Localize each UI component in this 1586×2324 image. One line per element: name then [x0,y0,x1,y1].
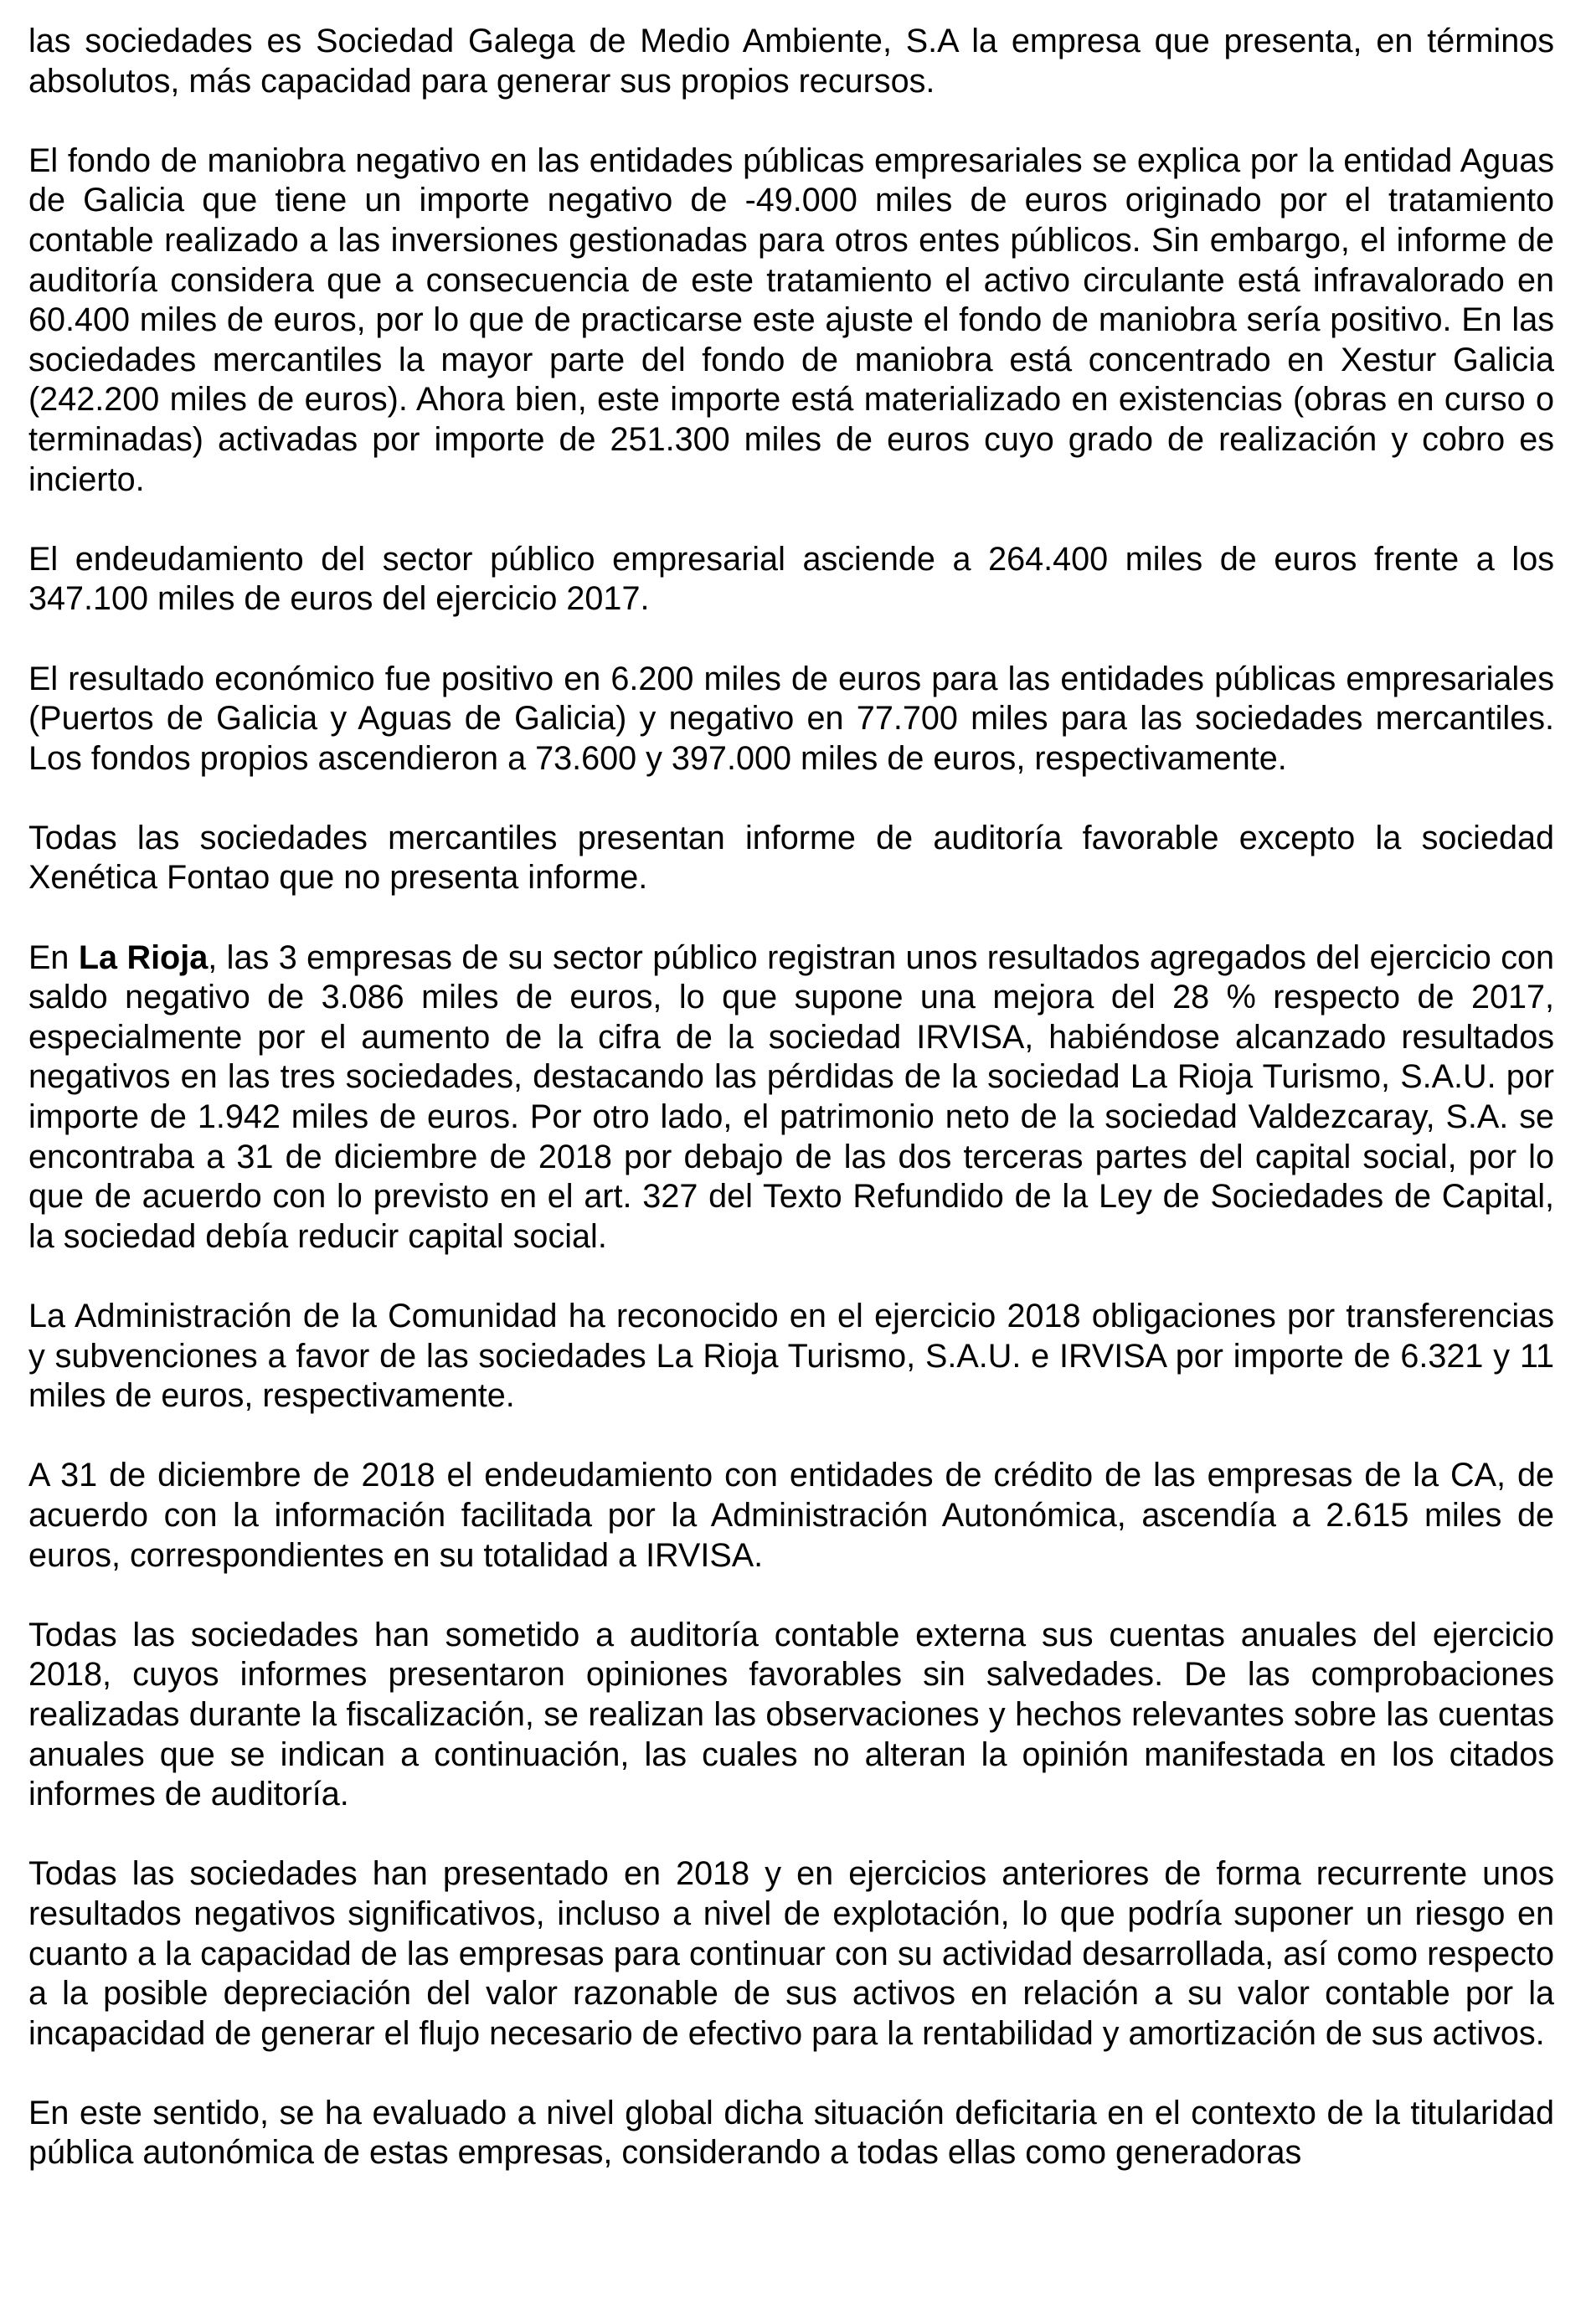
paragraph-transfers [28,1297,1554,1417]
document-page [28,22,1554,2173]
paragraph-text: Todas las sociedades mercantiles presentan informe de auditoría favorable excepto la sociedad Xenética Fontao que no presenta informe. [28,819,1554,897]
paragraph-global-evaluation [28,2094,1554,2173]
paragraph-external-audit [28,1616,1554,1815]
paragraph-text: A 31 de diciembre de 2018 el endeudamiento con entidades de crédito de las empresas de la CA, de acuerdo con la información facilitada por la Administración Autonómica, ascendía a 2.615 miles de euros, correspondientes en su totalidad a IRVISA. [28,1457,1554,1574]
paragraph-audit-galicia [28,819,1554,898]
paragraph-text: El resultado económico fue positivo en 6.200 miles de euros para las entidades públicas empresariales (Puertos de Galicia y Aguas de Galicia) y negativo en 77.700 miles para las sociedades mercantiles. Los fondos propios ascendieron a 73.600 y 397.000 miles de euros, respectivamente. [28,660,1554,777]
paragraph-working-capital [28,141,1554,500]
paragraph-debt-galicia [28,540,1554,620]
paragraph-negative-results [28,1854,1554,2054]
paragraph-lead-text: En [28,938,79,976]
paragraph-text: Todas las sociedades han presentado en 2018 y en ejercicios anteriores de forma recurrente unos resultados negativos significativos, incluso a nivel de explotación, lo que podría suponer un riesgo en cuanto a la capacidad de las empresas para continuar con su actividad desarrollada, así como respecto a la posible depreciación del valor razonable de sus activos en relación a su valor contable por la incapacidad de generar el flujo necesario de efectivo para la rentabilidad y amortización de sus activos. [28,1855,1554,2052]
paragraph-economic-result [28,660,1554,779]
paragraph-text: El endeudamiento del sector público empresarial asciende a 264.400 miles de euros frente a los 347.100 miles de euros del ejercicio 2017. [28,540,1554,618]
paragraph-la-rioja-results [28,938,1554,1257]
paragraph-text: Todas las sociedades han sometido a auditoría contable externa sus cuentas anuales del ejercicio 2018, cuyos informes presentaron opiniones favorables sin salvedades. De las comprobaciones realizadas durante la fiscalización, se realizan las observaciones y hechos relevantes sobre las cuentas anuales que se indican a continuación, las cuales no alteran la opinión manifestada en los citados informes de auditoría. [28,1616,1554,1813]
paragraph-debt-la-rioja [28,1456,1554,1576]
paragraph-galicia-resources [28,22,1554,101]
paragraph-text: El fondo de maniobra negativo en las entidades públicas empresariales se explica por la entidad Aguas de Galicia que tiene un importe negativo de -49.000 miles de euros originado por el tratamiento contable realizado a las inversiones gestionadas para otros entes públicos. Sin embargo, el informe de auditoría considera que a consecuencia de este tratamiento el activo circulante está infravalorado en 60.400 miles de euros, por lo que de practicarse este ajuste el fondo de maniobra sería positivo. En las sociedades mercantiles la mayor parte del fondo de maniobra está concentrado en Xestur Galicia (242.200 miles de euros). Ahora bien, este importe está materializado en existencias (obras en curso o terminadas) activadas por importe de 251.300 miles de euros cuyo grado de realización y cobro es incierto. [28,141,1554,498]
paragraph-text: las sociedades es Sociedad Galega de Medio Ambiente, S.A la empresa que presenta, en términos absolutos, más capacidad para generar sus propios recursos. [28,23,1554,100]
paragraph-text: En este sentido, se ha evaluado a nivel global dicha situación deficitaria en el contexto de la titularidad pública autonómica de estas empresas, considerando a todas ellas como generadoras [28,2094,1554,2172]
paragraph-text: La Administración de la Comunidad ha reconocido en el ejercicio 2018 obligaciones por transferencias y subvenciones a favor de las sociedades La Rioja Turismo, S.A.U. e IRVISA por importe de 6.321 y 11 miles de euros, respectivamente. [28,1298,1554,1415]
region-name-la-rioja: La Rioja [78,938,209,976]
paragraph-text: , las 3 empresas de su sector público registran unos resultados agregados del ejercicio con saldo negativo de 3.086 miles de euros, lo que supone una mejora del 28 % respecto de 2017, especialmente por el aumento de la cifra de la sociedad IRVISA, habiéndose alcanzado resultados negativos en las tres sociedades, destacando las pérdidas de la sociedad La Rioja Turismo, S.A.U. por importe de 1.942 miles de euros. Por otro lado, el patrimonio neto de la sociedad Valdezcaray, S.A. se encontraba a 31 de diciembre de 2018 por debajo de las dos terceras partes del capital social, por lo que de acuerdo con lo previsto en el art. 327 del Texto Refundido de la Ley de Sociedades de Capital, la sociedad debía reducir capital social. [28,938,1555,1255]
